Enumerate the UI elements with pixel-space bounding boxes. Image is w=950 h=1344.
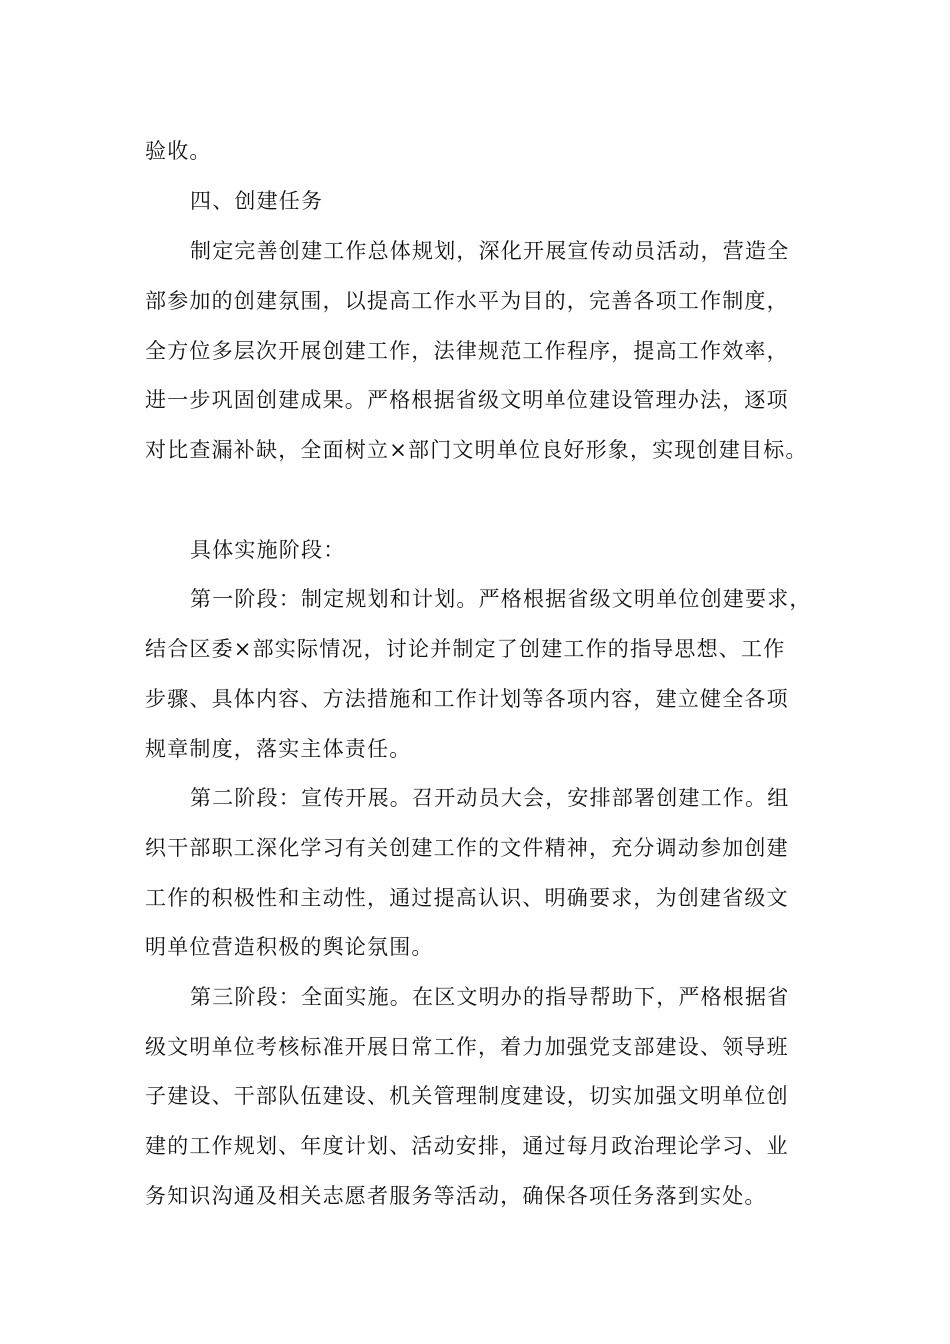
text-line: 步骤、具体内容、方法措施和工作计划等各项内容，建立健全各项 — [145, 687, 789, 711]
text-line: 级文明单位考核标准开展日常工作，着力加强党支部建设、领导班 — [145, 1035, 789, 1059]
text-line: 建的工作规划、年度计划、活动安排，通过每月政治理论学习、业 — [145, 1134, 789, 1158]
text-line: 全方位多层次开展创建工作，法律规范工作程序，提高工作效率， — [145, 339, 789, 363]
text-line: 第一阶段：制定规划和计划。严格根据省级文明单位创建要求， — [190, 587, 812, 611]
text-line: 规章制度，落实主体责任。 — [145, 737, 412, 761]
text-line: 部参加的创建氛围，以提高工作水平为目的，完善各项工作制度， — [145, 289, 789, 313]
text-line: 工作的积极性和主动性，通过提高认识、明确要求，为创建省级文 — [145, 886, 789, 910]
section-heading: 四、创建任务 — [190, 189, 324, 213]
text-line: 结合区委×部实际情况，讨论并制定了创建工作的指导思想、工作 — [145, 637, 786, 661]
text-line: 第三阶段：全面实施。在区文明办的指导帮助下，严格根据省 — [190, 985, 790, 1009]
text-line: 明单位营造积极的舆论氛围。 — [145, 935, 434, 959]
text-line: 第二阶段：宣传开展。召开动员大会，安排部署创建工作。组 — [190, 786, 790, 810]
text-line: 进一步巩固创建成果。严格根据省级文明单位建设管理办法，逐项 — [145, 388, 789, 412]
subsection-heading: 具体实施阶段： — [190, 538, 346, 562]
text-line: 务知识沟通及相关志愿者服务等活动，确保各项任务落到实处。 — [145, 1184, 767, 1208]
text-line: 织干部职工深化学习有关创建工作的文件精神，充分调动参加创建 — [145, 836, 789, 860]
text-line: 子建设、干部队伍建设、机关管理制度建设，切实加强文明单位创 — [145, 1084, 789, 1108]
text-line: 制定完善创建工作总体规划，深化开展宣传动员活动，营造全 — [190, 239, 790, 263]
text-line: 验收。 — [145, 139, 212, 163]
text-line: 对比查漏补缺，全面树立×部门文明单位良好形象，实现创建目标。 — [145, 438, 808, 462]
